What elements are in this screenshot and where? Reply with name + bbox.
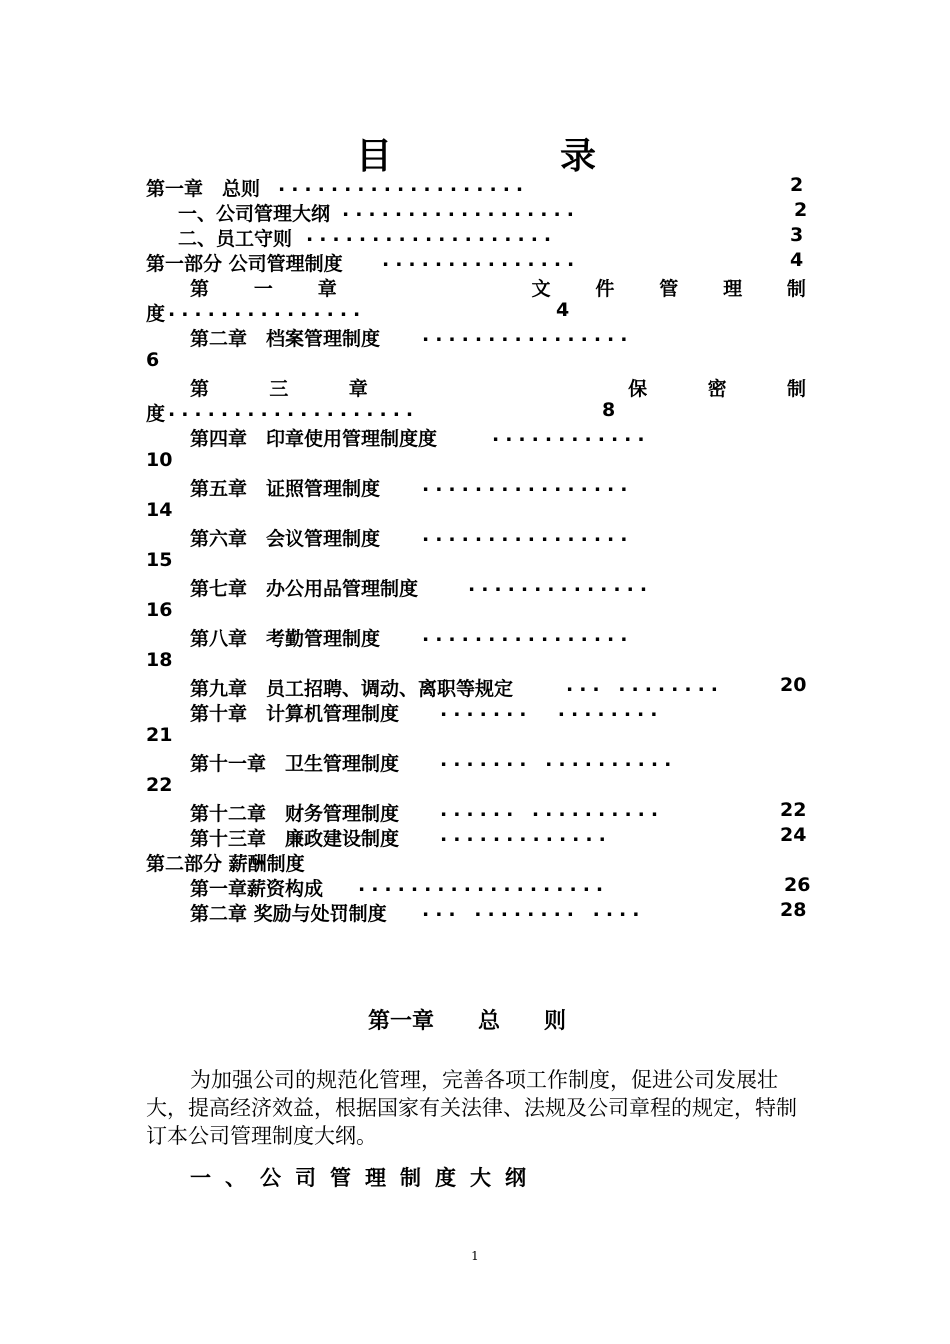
chapter-heading: 第一章 总 则 [368, 1009, 567, 1034]
toc-entry-text: 一、公司管理大纲 [178, 203, 331, 225]
toc-entry-text: 第九章 员工招聘、调动、离职等规定 [190, 678, 514, 700]
toc-char: 第 [190, 378, 210, 400]
toc-entry-leader: ............... [382, 249, 581, 271]
toc-entry-leader: .............. [468, 574, 654, 596]
toc-entry-page: 22 [780, 799, 807, 821]
toc-char: 制 [786, 278, 806, 300]
toc-entry-page: 21 [146, 724, 173, 746]
toc-entry-text: 第八章 考勤管理制度 [190, 628, 381, 650]
toc-char: 第 [190, 278, 210, 300]
toc-entry-page: 8 [602, 399, 616, 421]
toc-entry-text: 第一章 总则 [146, 178, 261, 200]
toc-entry-page: 4 [790, 249, 804, 271]
toc-entry-page: 28 [780, 899, 807, 921]
toc-entry-page: 14 [146, 499, 173, 521]
section-heading: 一、公司管理制度大纲 [190, 1166, 540, 1190]
toc-entry-leader: ................... [358, 874, 610, 896]
toc-entry-leader: ................ [422, 324, 634, 346]
toc-entry-page: 26 [784, 874, 811, 896]
toc-entry-text: 第十一章 卫生管理制度 [190, 753, 400, 775]
toc-entry-page: 2 [790, 174, 804, 196]
toc-title-right: 录 [560, 136, 597, 177]
toc-entry-leader: ................... [278, 174, 530, 196]
toc-entry-text: 第十章 计算机管理制度 [190, 703, 400, 725]
toc-entry-page: 6 [146, 349, 160, 371]
toc-char: 章 [317, 278, 337, 300]
toc-entry-leader: ................ [422, 474, 634, 496]
toc-entry-text: 第一章薪资构成 [190, 878, 324, 900]
toc-char: 三 [269, 378, 289, 400]
toc-char: 制 [786, 378, 806, 400]
toc-entry-text: 二、员工守则 [178, 228, 293, 250]
page-number: 1 [471, 1249, 479, 1263]
toc-char: 管 [659, 278, 679, 300]
toc-entry-page: 15 [146, 549, 173, 571]
toc-char: 一 [253, 278, 273, 300]
toc-entry-page: 16 [146, 599, 173, 621]
toc-entry-page: 10 [146, 449, 173, 471]
toc-entry-page: 2 [794, 199, 808, 221]
toc-entry-page: 22 [146, 774, 173, 796]
toc-char: 理 [723, 278, 743, 300]
toc-char: 件 [595, 278, 615, 300]
toc-part-heading: 第二部分 薪酬制度 [146, 853, 305, 875]
toc-entry-text: 第十三章 廉政建设制度 [190, 828, 400, 850]
toc-entry-page: 3 [790, 224, 804, 246]
toc-entry-text: 第二章 档案管理制度 [190, 328, 381, 350]
toc-entry-leader: ................ [422, 624, 634, 646]
toc-entry-leader: ... ........ .... [422, 899, 646, 921]
toc-entry-page: 20 [780, 674, 807, 696]
toc-entry-leader: .................. [342, 199, 580, 221]
toc-entry-text: 第二章 奖励与处罚制度 [190, 903, 387, 925]
toc-entry-text: 第六章 会议管理制度 [190, 528, 381, 550]
toc-char: 章 [348, 378, 368, 400]
toc-entry-leader: ....... .......... [440, 749, 678, 771]
toc-entry-text: 第四章 印章使用管理制度度 [190, 428, 438, 450]
toc-char: 文 [531, 278, 551, 300]
toc-entry-text: 第七章 办公用品管理制度 [190, 578, 419, 600]
toc-entry-leader: ............ [492, 424, 651, 446]
body-paragraph: 为加强公司的规范化管理，完善各项工作制度，促进公司发展壮大，提高经济效益，根据国家有关法律、法规及公司章程的规定，特制订本公司管理制度大纲。 [146, 1068, 797, 1148]
toc-entry-continuation: 度 [146, 303, 166, 325]
toc-entry-continuation: 度 [146, 403, 166, 425]
toc-entry-text: 第十二章 财务管理制度 [190, 803, 400, 825]
toc-char: 保 [628, 378, 648, 400]
toc-entry-leader: ....... ........ [440, 699, 664, 721]
toc-entry-text: 第五章 证照管理制度 [190, 478, 381, 500]
toc-entry-leader: ................... [306, 224, 558, 246]
toc-title [0, 128, 950, 177]
toc-entry-justified [190, 374, 806, 401]
toc-entry-leader: ................ [422, 524, 634, 546]
toc-entry-leader: ................... [168, 399, 420, 421]
toc-entry-text: 第一部分 公司管理制度 [146, 253, 343, 275]
toc-entry-page: 18 [146, 649, 173, 671]
toc-char: 密 [707, 378, 727, 400]
toc-entry-leader: ............. [440, 824, 612, 846]
toc-entry-leader: ...... .......... [440, 799, 665, 821]
toc-entry-leader: ... ........ [566, 674, 725, 696]
toc-entry-page: 4 [556, 299, 570, 321]
toc-entry-leader: ............... [168, 299, 367, 321]
toc-entry-page: 24 [780, 824, 807, 846]
toc-entry-justified [190, 274, 806, 301]
toc-title-left: 目 [356, 136, 393, 177]
